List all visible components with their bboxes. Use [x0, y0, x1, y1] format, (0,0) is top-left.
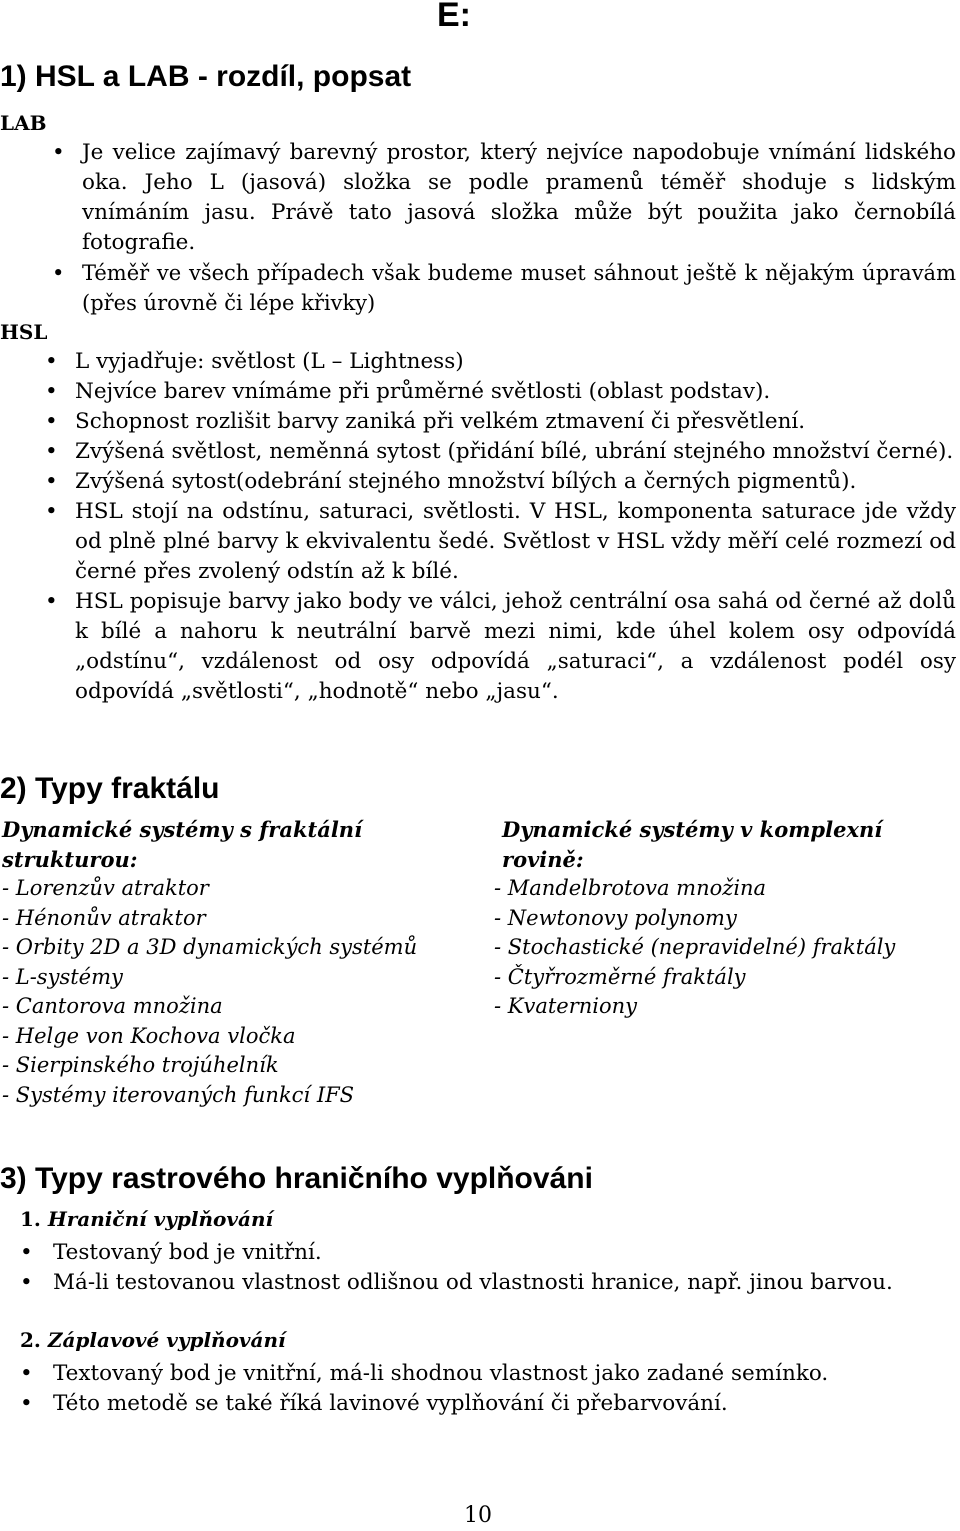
fractal-right-column — [494, 815, 954, 1022]
list-item: • Nejvíce barev vnímáme při průměrné světlosti (oblast podstav). — [75, 377, 956, 407]
list-item: - Helge von Kochova vločka — [2, 1023, 296, 1048]
bullet-icon: • — [20, 1270, 33, 1295]
list-item: - Stochastické (nepravidelné) fraktály — [494, 935, 896, 959]
list-item: • Zvýšená sytost(odebrání stejného množství bílých a černých pigmentů). — [75, 467, 956, 497]
list-item: - Newtonovy polynomy — [494, 905, 737, 930]
hsl-label: HSL — [0, 320, 48, 344]
list-item: - Orbity 2D a 3D dynamických systémů — [2, 935, 418, 959]
list-item: • Této metodě se také říká lavinové vyplňování či přebarvování. — [53, 1389, 956, 1419]
lab-label: LAB — [0, 111, 47, 135]
list-item: • Zvýšená světlost, neměnná sytost (přidání bílé, ubrání stejného množství černé). — [75, 437, 956, 467]
fill-method-2-heading — [20, 1328, 286, 1352]
fill-method-2-number: 2. — [20, 1328, 41, 1352]
bullet-icon: • — [45, 349, 58, 374]
column-title: Dynamické systémy s fraktální strukturou: — [2, 817, 363, 872]
fill-method-1-list — [20, 1238, 956, 1298]
list-item: - Systémy iterovaných funkcí IFS — [2, 1082, 355, 1107]
bullet-icon: • — [45, 409, 58, 434]
list-item: - Hénonův atraktor — [2, 905, 206, 930]
bullet-icon: • — [45, 439, 58, 464]
list-item: • Schopnost rozlišit barvy zaniká při velkém ztmavení či přesvětlení. — [75, 407, 956, 437]
bullet-icon: • — [45, 469, 58, 494]
list-item: • Má-li testovanou vlastnost odlišnou od vlastnosti hranice, např. jinou barvou. — [53, 1268, 956, 1298]
list-item: - Sierpinského trojúhelník — [2, 1053, 279, 1077]
bullet-icon: • — [52, 261, 65, 285]
list-item: • L vyjadřuje: světlost (L – Lightness) — [75, 347, 956, 377]
bullet-icon: • — [20, 1361, 33, 1386]
fill-method-2-title: Záplavové vyplňování — [47, 1328, 286, 1352]
list-item: - Čtyřrozměrné fraktály — [494, 964, 746, 989]
bullet-icon: • — [20, 1240, 33, 1265]
list-item: • Je velice zajímavý barevný prostor, který nejvíce napodobuje vnímání lidského oka. Jeho L (jasová) složka se podle pramenů téměř shoduje s lidským vnímáním jasu. Právě tato jasová složka může být použita jako černobílá fotografie. — [52, 140, 956, 255]
bullet-icon: • — [45, 589, 58, 614]
lab-list — [52, 138, 956, 318]
list-item: - L-systémy — [2, 964, 123, 989]
bullet-icon: • — [45, 499, 58, 524]
list-item: - Lorenzův atraktor — [2, 876, 209, 900]
fill-method-1-number: 1. — [20, 1207, 41, 1231]
fill-method-1-heading — [20, 1207, 273, 1231]
section-1-title: 1) HSL a LAB - rozdíl, popsat — [0, 60, 412, 93]
section-2-title: 2) Typy fraktálu — [0, 772, 220, 805]
list-item: • Téměř ve všech případech však budeme muset sáhnout ještě k nějakým úpravám (přes úrovně či lépe křivky) — [82, 258, 956, 318]
list-item: - Mandelbrotova množina — [494, 876, 767, 900]
list-item: • HSL stojí na odstínu, saturaci, světlosti. V HSL, komponenta saturace jde vždy od plně plné barvy k ekvivalentu šedé. Světlost v HSL vždy měří celé rozmezí od černé přes zvolený odstín až k bílé. — [45, 499, 956, 584]
list-item: • Textovaný bod je vnitřní, má-li shodnou vlastnost jako zadané semínko. — [53, 1359, 956, 1389]
fractal-left-column — [2, 815, 432, 1110]
list-item: • HSL popisuje barvy jako body ve válci, jehož centrální osa sahá od černé až dolů k bílé a nahoru k neutrální barvě mezi nimi, kde úhel kolem osy odpovídá „odstínu“, vzdálenost od osy odpovídá „saturaci“, a vzdálenost podél osy odpovídá „světlosti“, „hodnotě“ nebo „jasu“. — [45, 589, 956, 704]
section-3-title: 3) Typy rastrového hraničního vyplňováni — [0, 1162, 593, 1195]
hsl-list — [45, 347, 956, 707]
list-item: • Testovaný bod je vnitřní. — [53, 1238, 956, 1268]
bullet-icon: • — [45, 379, 58, 404]
list-item: - Cantorova množina — [2, 994, 223, 1018]
column-title: Dynamické systémy v komplexní rovině: — [502, 817, 883, 872]
bullet-icon: • — [20, 1391, 33, 1416]
fill-method-1-title: Hraniční vyplňování — [47, 1207, 274, 1231]
list-item: - Kvaterniony — [494, 994, 638, 1018]
corner-letter: E: — [437, 0, 471, 34]
bullet-icon: • — [52, 140, 65, 165]
fill-method-2-list — [20, 1359, 956, 1419]
page-number: 10 — [464, 1503, 492, 1528]
